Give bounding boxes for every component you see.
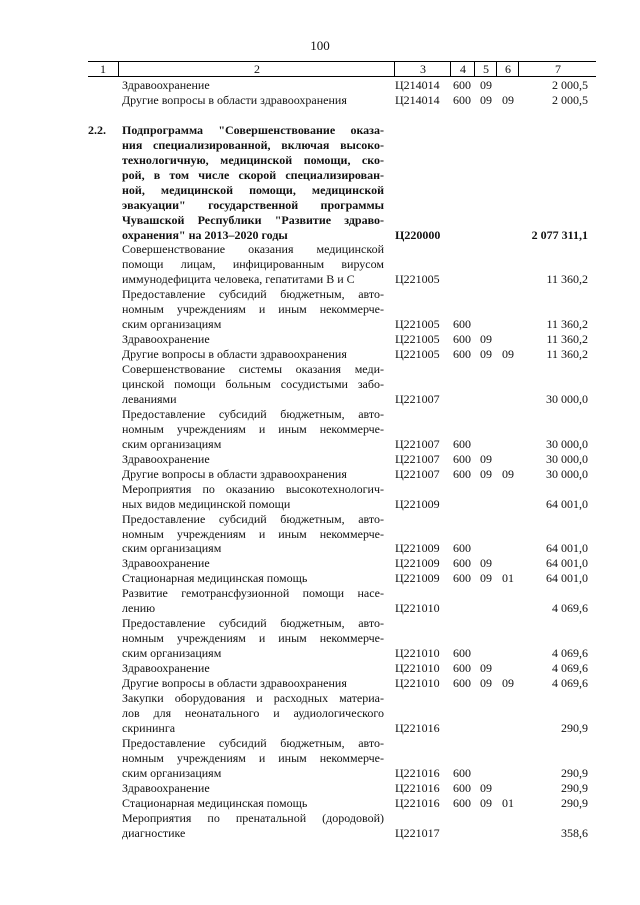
table-row — [0, 452, 640, 466]
row-name: номным учреждениям и иным некоммерче- — [122, 422, 384, 436]
table-row — [0, 676, 640, 690]
row-name: леваниями — [122, 392, 177, 406]
row-amount: 4 069,6 — [552, 646, 588, 660]
row-name: Подпрограмма "Совершенствование оказа- — [122, 123, 384, 137]
row-rz: 09 — [480, 796, 492, 810]
row-rz: 09 — [480, 571, 492, 585]
table-row — [0, 108, 640, 122]
table-row — [0, 601, 640, 615]
row-code: Ц221016 — [395, 781, 440, 795]
row-vr: 600 — [453, 93, 471, 107]
header-col-5: 5 — [474, 62, 497, 76]
header-col-3: 3 — [394, 62, 451, 76]
header-col-4: 4 — [450, 62, 475, 76]
table-row — [0, 586, 640, 600]
row-code: Ц214014 — [395, 93, 440, 107]
row-amount: 64 001,0 — [546, 541, 588, 555]
table-row — [0, 571, 640, 585]
row-name: лов для неонатального и аудиологического — [122, 706, 384, 720]
row-name: иммунодефицита человека, гепатитами В и С — [122, 272, 355, 286]
row-name: Другие вопросы в области здравоохранения — [122, 467, 347, 481]
row-code: Ц221007 — [395, 452, 440, 466]
row-name: номным учреждениям и иным некоммерче- — [122, 302, 384, 316]
row-code: Ц220000 — [395, 228, 441, 242]
row-rz: 09 — [480, 676, 492, 690]
row-name: ским организациям — [122, 766, 222, 780]
row-code: Ц221009 — [395, 556, 440, 570]
row-rz: 09 — [480, 467, 492, 481]
row-vr: 600 — [453, 796, 471, 810]
row-code: Ц221016 — [395, 721, 440, 735]
row-code: Ц221007 — [395, 437, 440, 451]
row-vr: 600 — [453, 467, 471, 481]
table-row — [0, 646, 640, 660]
table-header — [88, 61, 596, 77]
table-row — [0, 541, 640, 555]
table-row — [0, 721, 640, 735]
row-vr: 600 — [453, 317, 471, 331]
row-code: Ц221017 — [395, 826, 440, 840]
row-amount: 4 069,6 — [552, 676, 588, 690]
row-amount: 358,6 — [561, 826, 588, 840]
row-name: Здравоохранение — [122, 78, 210, 92]
row-name: Другие вопросы в области здравоохранения — [122, 93, 347, 107]
row-amount: 2 000,5 — [552, 78, 588, 92]
row-name: Здравоохранение — [122, 556, 210, 570]
row-name: ским организациям — [122, 646, 222, 660]
row-code: Ц221010 — [395, 601, 440, 615]
row-name: Совершенствование системы оказания меди- — [122, 362, 384, 376]
row-amount: 11 360,2 — [546, 332, 588, 346]
header-col-7: 7 — [518, 62, 597, 76]
table-row — [0, 781, 640, 795]
row-amount: 4 069,6 — [552, 661, 588, 675]
row-name: Чувашской Республики "Развитие здраво- — [122, 213, 384, 227]
row-name: ским организациям — [122, 541, 222, 555]
row-pr: 01 — [502, 571, 514, 585]
row-code: Ц221007 — [395, 392, 440, 406]
table-row — [0, 811, 640, 825]
table-row — [0, 706, 640, 720]
row-rz: 09 — [480, 347, 492, 361]
row-amount: 64 001,0 — [546, 497, 588, 511]
row-amount: 64 001,0 — [546, 556, 588, 570]
row-name: Предоставление субсидий бюджетным, авто- — [122, 736, 384, 750]
row-code: Ц221016 — [395, 796, 440, 810]
table-row — [0, 78, 640, 92]
table-row — [0, 213, 640, 227]
row-vr: 600 — [453, 332, 471, 346]
row-code: Ц221010 — [395, 676, 440, 690]
row-amount: 64 001,0 — [546, 571, 588, 585]
table-row — [0, 228, 640, 242]
table-row — [0, 751, 640, 765]
row-name: ским организациям — [122, 437, 222, 451]
row-vr: 600 — [453, 347, 471, 361]
row-name: Другие вопросы в области здравоохранения — [122, 676, 347, 690]
row-amount: 2 000,5 — [552, 93, 588, 107]
table-row — [0, 392, 640, 406]
table-row — [0, 437, 640, 451]
table-row — [0, 556, 640, 570]
table-row — [0, 497, 640, 511]
row-code: Ц221016 — [395, 766, 440, 780]
row-name: Другие вопросы в области здравоохранения — [122, 347, 347, 361]
row-name: Стационарная медицинская помощь — [122, 571, 308, 585]
table-row — [0, 362, 640, 376]
row-code: Ц214014 — [395, 78, 440, 92]
table-row — [0, 242, 640, 256]
row-name: эвакуации" государственной программы — [122, 198, 384, 212]
table-row — [0, 661, 640, 675]
table-row — [0, 287, 640, 301]
row-name: Совершенствование оказания медицинской — [122, 242, 384, 256]
row-name: номным учреждениям и иным некоммерче- — [122, 751, 384, 765]
row-vr: 600 — [453, 781, 471, 795]
row-vr: 600 — [453, 676, 471, 690]
row-code: Ц221009 — [395, 497, 440, 511]
row-code: Ц221010 — [395, 661, 440, 675]
row-code: Ц221007 — [395, 467, 440, 481]
row-rz: 09 — [480, 332, 492, 346]
row-name: цинской помощи больным сосудистыми забо- — [122, 377, 384, 391]
row-amount: 290,9 — [561, 766, 588, 780]
row-code: Ц221009 — [395, 541, 440, 555]
row-vr: 600 — [453, 661, 471, 675]
page-number: 100 — [310, 38, 330, 53]
row-amount: 30 000,0 — [546, 452, 588, 466]
row-code: Ц221005 — [395, 332, 440, 346]
row-rz: 09 — [480, 781, 492, 795]
row-name: Здравоохранение — [122, 781, 210, 795]
row-name: Здравоохранение — [122, 452, 210, 466]
table-row — [0, 527, 640, 541]
row-amount: 30 000,0 — [546, 467, 588, 481]
table-row — [0, 183, 640, 197]
table-row — [0, 826, 640, 840]
row-amount: 11 360,2 — [546, 347, 588, 361]
table-row — [0, 347, 640, 361]
row-amount: 290,9 — [561, 796, 588, 810]
table-row — [0, 198, 640, 212]
row-name: диагностике — [122, 826, 186, 840]
row-name: лению — [122, 601, 156, 615]
table-row — [0, 317, 640, 331]
row-amount: 290,9 — [561, 781, 588, 795]
row-name: номным учреждениям и иным некоммерче- — [122, 527, 384, 541]
row-name: помощи лицам, инфицированным вирусом — [122, 257, 384, 271]
row-pr: 01 — [502, 796, 514, 810]
table-row — [0, 422, 640, 436]
table-row — [0, 332, 640, 346]
header-col-2: 2 — [118, 62, 395, 76]
row-pr: 09 — [502, 467, 514, 481]
row-rz: 09 — [480, 556, 492, 570]
table-row — [0, 377, 640, 391]
row-amount: 290,9 — [561, 721, 588, 735]
table-row — [0, 766, 640, 780]
row-rz: 09 — [480, 452, 492, 466]
row-vr: 600 — [453, 766, 471, 780]
row-name: Предоставление субсидий бюджетным, авто- — [122, 512, 384, 526]
row-rz: 09 — [480, 93, 492, 107]
row-pr: 09 — [502, 93, 514, 107]
row-code: Ц221005 — [395, 347, 440, 361]
row-amount: 30 000,0 — [546, 392, 588, 406]
table-row — [0, 93, 640, 107]
table-row — [0, 691, 640, 705]
table-row — [0, 512, 640, 526]
row-amount: 2 077 311,1 — [531, 228, 588, 242]
table-row — [0, 796, 640, 810]
table-row — [0, 407, 640, 421]
row-name: Предоставление субсидий бюджетным, авто- — [122, 287, 384, 301]
row-vr: 600 — [453, 571, 471, 585]
row-vr: 600 — [453, 541, 471, 555]
table-row — [0, 467, 640, 481]
row-name: рой, в том числе скорой специализирован- — [122, 168, 384, 182]
table-row — [0, 257, 640, 271]
table-row — [0, 168, 640, 182]
row-code: Ц221010 — [395, 646, 440, 660]
row-name: ной, медицинской помощи, медицинской — [122, 183, 384, 197]
row-pr: 09 — [502, 676, 514, 690]
row-name: Мероприятия по пренатальной (дородовой) — [122, 811, 384, 825]
row-name: Развитие гемотрансфузионной помощи насе- — [122, 586, 384, 600]
row-rz: 09 — [480, 661, 492, 675]
row-name: Предоставление субсидий бюджетным, авто- — [122, 407, 384, 421]
table-row — [0, 138, 640, 152]
table-row — [0, 123, 640, 137]
row-name: Мероприятия по оказанию высокотехнологич- — [122, 482, 384, 496]
row-amount: 11 360,2 — [546, 272, 588, 286]
row-number: 2.2. — [88, 123, 106, 137]
header-col-1: 1 — [100, 62, 106, 76]
row-name: ским организациям — [122, 317, 222, 331]
row-name: Стационарная медицинская помощь — [122, 796, 308, 810]
row-amount: 11 360,2 — [546, 317, 588, 331]
row-vr: 600 — [453, 78, 471, 92]
table-row — [0, 272, 640, 286]
row-pr: 09 — [502, 347, 514, 361]
row-name: Предоставление субсидий бюджетным, авто- — [122, 616, 384, 630]
row-name: Здравоохранение — [122, 661, 210, 675]
table-row — [0, 482, 640, 496]
row-name: ния специализированной, включая высоко- — [122, 138, 384, 152]
row-vr: 600 — [453, 437, 471, 451]
row-name: охранения" на 2013–2020 годы — [122, 228, 288, 242]
table-row — [0, 736, 640, 750]
row-amount: 30 000,0 — [546, 437, 588, 451]
row-name: технологичную, медицинской помощи, ско- — [122, 153, 384, 167]
row-code: Ц221005 — [395, 272, 440, 286]
row-name: номным учреждениям и иным некоммерче- — [122, 631, 384, 645]
row-code: Ц221005 — [395, 317, 440, 331]
row-vr: 600 — [453, 556, 471, 570]
row-name: Закупки оборудования и расходных материа- — [122, 691, 384, 705]
row-name: ных видов медицинской помощи — [122, 497, 291, 511]
row-rz: 09 — [480, 78, 492, 92]
row-amount: 4 069,6 — [552, 601, 588, 615]
table-row — [0, 153, 640, 167]
row-vr: 600 — [453, 452, 471, 466]
table-row — [0, 616, 640, 630]
table-row — [0, 631, 640, 645]
header-col-6: 6 — [496, 62, 519, 76]
row-vr: 600 — [453, 646, 471, 660]
row-name: Здравоохранение — [122, 332, 210, 346]
row-name: скрининга — [122, 721, 176, 735]
row-code: Ц221009 — [395, 571, 440, 585]
table-row — [0, 302, 640, 316]
